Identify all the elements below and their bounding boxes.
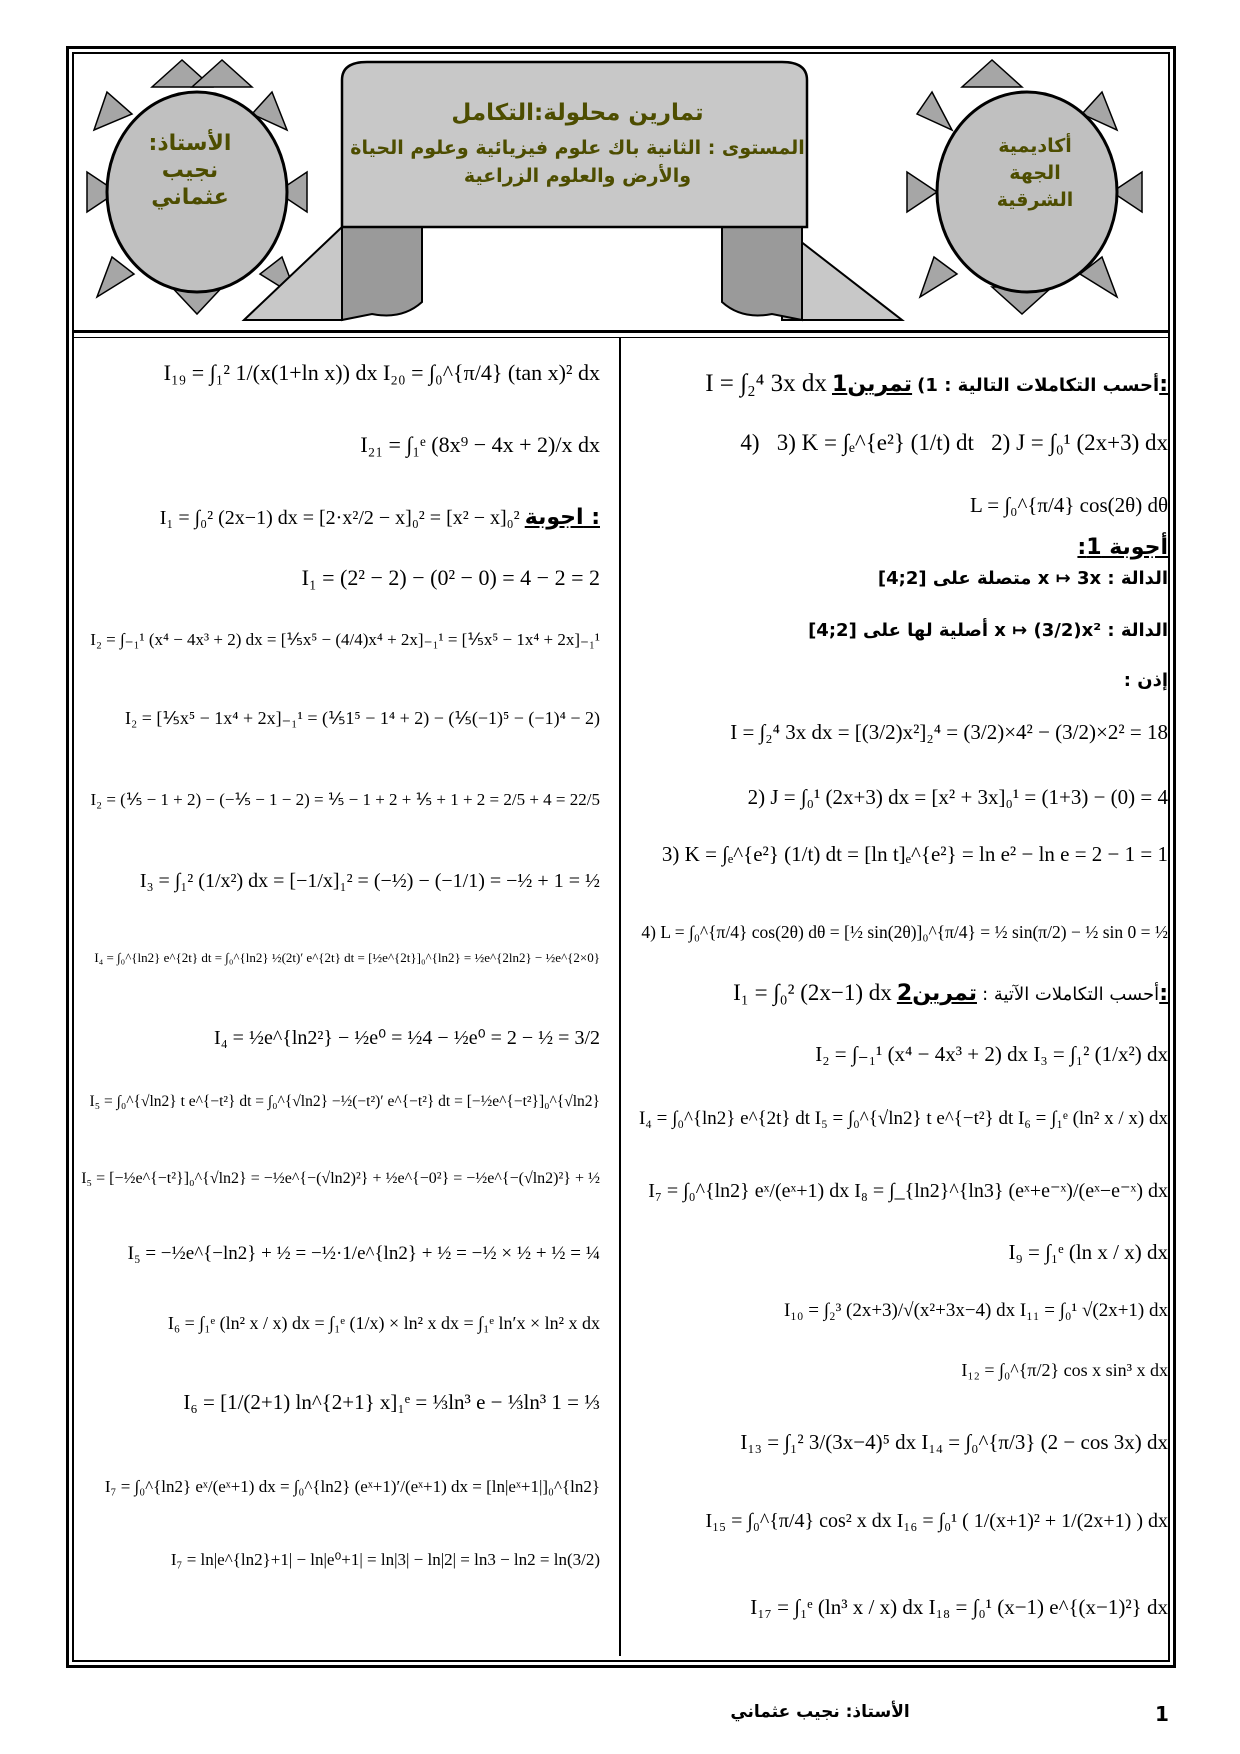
q19-20: I₁₉ = ∫₁² 1/(x(1+ln x)) dx I₂₀ = ∫₀^{π/4} (tan x)² dx — [163, 360, 600, 385]
ex1-item-3: 3) K = ∫ₑ^{e²} (1/t) dt — [776, 430, 974, 455]
ans-I2-c: I₂ = (⅕ − 1 + 2) − (−⅕ − 1 − 2) = ⅕ − 1 + 2 + ⅕ + 1 + 2 = 2/5 + 4 = 22/5 — [90, 790, 600, 809]
ex2-row-i: I₁₇ = ∫₁ᵉ (ln³ x / x) dx I₁₈ = ∫₀¹ (x−1) e^{(x−1)²} dx — [750, 1595, 1168, 1619]
exercise-1-heading — [705, 370, 1168, 398]
ex1-integral-I: I = ∫₂⁴ 3x dx — [705, 370, 827, 397]
ans-I5: I₅ = ∫₀^{√ln2} t e^{−t²} dt = ∫₀^{√ln2} −½(−t²)′ e^{−t²} dt = [−½e^{−t²}]₀^{√ln2} — [89, 1093, 600, 1110]
ans1-K: 3) K = ∫ₑ^{e²} (1/t) dt = [ln t]ₑ^{e²} = ln e² − ln e = 2 − 1 = 1 — [661, 842, 1168, 866]
ans1-L: 4) L = ∫₀^{π/4} cos(2θ) dθ = [½ sin(2θ)]₀^{π/4} = ½ sin(π/2) − ½ sin 0 = ½ — [641, 922, 1168, 942]
ans-I4-b: I₄ = ½e^{ln2²} − ½e⁰ = ½4 − ½e⁰ = 2 − ½ = 3/2 — [214, 1027, 600, 1049]
ans-I1: I₁ = ∫₀² (2x−1) dx = [2·x²/2 − x]₀² = [x² − x]₀² — [159, 507, 520, 529]
ans1-therefore: إذن : — [1123, 670, 1168, 691]
footer-author: الأستاذ: نجيب عثماني — [730, 1702, 910, 1722]
banner-level-line-1: المستوى : الثانية باك علوم فيزيائية وعلوم الحياة — [350, 137, 805, 159]
teacher-last-name: عثماني — [151, 185, 229, 210]
ex2-title: تمرين2: — [896, 981, 1168, 1006]
ex1-integral-L: L = ∫₀^{π/4} cos(2θ) dθ — [969, 493, 1168, 517]
answers-title-left: اجوبة : — [524, 505, 600, 530]
answers-heading-left — [160, 505, 600, 530]
header-divider-thin — [72, 337, 1170, 338]
ans-I2: I₂ = ∫₋₁¹ (x⁴ − 4x³ + 2) dx = [⅕x⁵ − (4/4)x⁴ + 2x]₋₁¹ = [⅕x⁵ − 1x⁴ + 2x]₋₁¹ — [90, 630, 600, 649]
academy-line-3: الشرقية — [996, 189, 1074, 211]
ans-I7: I₇ = ∫₀^{ln2} eˣ/(eˣ+1) dx = ∫₀^{ln2} (eˣ+1)′/(eˣ+1) dx = [ln|eˣ+1|]₀^{ln2} — [104, 1477, 600, 1496]
ex1-items-row — [740, 430, 1168, 456]
ans-I2-b: I₂ = [⅕x⁵ − 1x⁴ + 2x]₋₁¹ = (⅕1⁵ − 1⁴ + 2) − (⅕(−1)⁵ − (−1)⁴ − 2) — [124, 708, 600, 728]
column-divider — [619, 338, 621, 1656]
ans-I6: I₆ = ∫₁ᵉ (ln² x / x) dx = ∫₁ᵉ (1/x) × ln² x dx = ∫₁ᵉ ln′x × ln² x dx — [167, 1313, 600, 1333]
ex2-row-g: I₁₃ = ∫₁² 3/(3x−4)⁵ dx I₁₄ = ∫₀^{π/3} (2 − cos 3x) dx — [740, 1430, 1168, 1454]
ans-I7-b: I₇ = ln|e^{ln2}+1| − ln|e⁰+1| = ln|3| − ln|2| = ln3 − ln2 = ln(3/2) — [170, 1550, 600, 1569]
teacher-badge-text — [120, 130, 260, 211]
ans1-function-primitive: الدالة : x ↦ (3/2)x² أصلية لها على [2;4] — [808, 620, 1168, 641]
ans-I6-b: I₆ = [1/(2+1) ln^{2+1} x]₁ᵉ = ⅓ln³ e − ⅓ln³ 1 = ⅓ — [183, 1390, 600, 1414]
q21: I₂₁ = ∫₁ᵉ (8x⁹ − 4x + 2)/x dx — [360, 432, 600, 457]
academy-line-2: الجهة — [1009, 162, 1061, 184]
ex1-title: تمرين1: — [832, 372, 1168, 397]
banner-title: تمارين محلولة:التكامل — [451, 100, 704, 126]
ans-I5-c: I₅ = −½e^{−ln2} + ½ = −½·1/e^{ln2} + ½ = −½ × ½ + ½ = ¼ — [127, 1243, 600, 1264]
exercise-2-heading — [733, 980, 1168, 1006]
ex1-prompt: أحسب التكاملات التالية : 1) — [917, 375, 1160, 396]
header-divider — [72, 330, 1170, 333]
academy-badge-text — [955, 133, 1115, 214]
ex1-item-2: 2) J = ∫₀¹ (2x+3) dx — [991, 430, 1168, 455]
ans-I5-b: I₅ = [−½e^{−t²}]₀^{√ln2} = −½e^{−(√ln2)²} + ½e^{−0²} = −½e^{−(√ln2)²} + ½ — [81, 1170, 600, 1187]
ex2-row-h: I₁₅ = ∫₀^{π/4} cos² x dx I₁₆ = ∫₀¹ ( 1/(x+1)² + 1/(2x+1) ) dx — [705, 1510, 1168, 1532]
teacher-label: الأستاذ: — [148, 131, 232, 156]
academy-line-1: أكاديمية — [998, 135, 1072, 157]
ex2-prompt: أحسب التكاملات الآتية : — [982, 984, 1160, 1005]
teacher-first-name: نجيب — [161, 158, 219, 183]
ans1-function-continuous: الدالة : x ↦ 3x متصلة على [2;4] — [877, 568, 1168, 589]
ans-I3: I₃ = ∫₁² (1/x²) dx = [−1/x]₁² = (−½) − (−1/1) = −½ + 1 = ½ — [139, 870, 600, 892]
ex2-row-c: I₇ = ∫₀^{ln2} eˣ/(eˣ+1) dx I₈ = ∫_{ln2}^{ln3} (eˣ+e⁻ˣ)/(eˣ−e⁻ˣ) dx — [648, 1180, 1168, 1202]
ans-I1-b: I₁ = (2² − 2) − (0² − 0) = 4 − 2 = 2 — [301, 565, 600, 590]
ans1-J: 2) J = ∫₀¹ (2x+3) dx = [x² + 3x]₀¹ = (1+3) − (0) = 4 — [747, 785, 1168, 809]
ex2-row-f: I₁₂ = ∫₀^{π/2} cos x sin³ x dx — [961, 1360, 1168, 1380]
ex1-item-4: 4) — [740, 430, 760, 455]
page-number: 1 — [1155, 1702, 1169, 1726]
ans1-I: I = ∫₂⁴ 3x dx = [(3/2)x²]₂⁴ = (3/2)×4² − (3/2)×2² = 18 — [730, 720, 1168, 744]
ex2-row-b: I₄ = ∫₀^{ln2} e^{2t} dt I₅ = ∫₀^{√ln2} t e^{−t²} dt I₆ = ∫₁ᵉ (ln² x / x) dx — [638, 1108, 1168, 1129]
ex2-row-d: I₉ = ∫₁ᵉ (ln x / x) dx — [1008, 1240, 1168, 1264]
ex2-integral-I1: I₁ = ∫₀² (2x−1) dx — [733, 980, 892, 1005]
ex2-row-e: I₁₀ = ∫₂³ (2x+3)/√(x²+3x−4) dx I₁₁ = ∫₀¹ √(2x+1) dx — [783, 1300, 1168, 1321]
answers-1-title: أجوبة 1: — [1077, 535, 1168, 560]
ans-I4: I₄ = ∫₀^{ln2} e^{2t} dt = ∫₀^{ln2} ½(2t)′ e^{2t} dt = [½e^{2t}]₀^{ln2} = ½e^{2ln2} − ½e^{2×0} — [94, 950, 600, 965]
banner-level-line-2: والأرض والعلوم الزراعية — [463, 165, 692, 187]
ex2-row-a: I₂ = ∫₋₁¹ (x⁴ − 4x³ + 2) dx I₃ = ∫₁² (1/x²) dx — [815, 1042, 1168, 1066]
